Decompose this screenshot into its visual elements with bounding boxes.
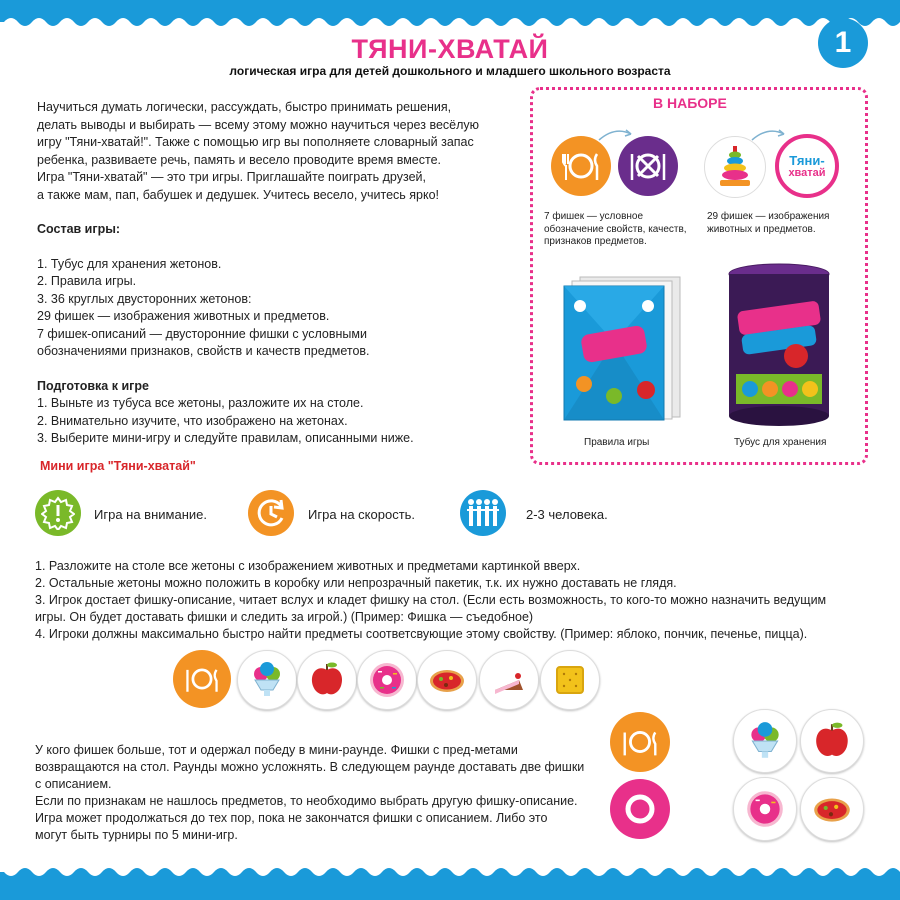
intro-line: делать выводы и выбирать — всему этому можно научиться через весёлую: [37, 117, 480, 132]
apple-token: [297, 650, 357, 710]
pizza-icon: [426, 659, 468, 701]
final-line: У кого фишек больше, тот и одержал победу в мини-раунде. Фишки с пред-метами: [35, 743, 518, 757]
plate-cutlery-icon: [182, 659, 222, 699]
players-badge-label: 2-3 человека.: [526, 507, 608, 522]
final-line: могут быть турниры по 5 мини-игр.: [35, 828, 238, 842]
desc-chips-caption: 7 фишек — условное обозначение свойств, качеств, признаков предметов.: [544, 211, 687, 247]
storage-tube-image: [724, 262, 834, 428]
tube-caption: Тубус для хранения: [734, 437, 827, 448]
logo-line2: хватай: [788, 166, 826, 179]
cake-token: [479, 650, 539, 710]
rule-line: 2. Остальные жетоны можно положить в коробку или непрозрачный пакетик, т.к. их нужно доставать не глядя.: [35, 576, 677, 590]
exclamation-icon: [41, 496, 75, 530]
plate-cutlery-icon: [619, 721, 661, 763]
pizza-icon: [810, 787, 854, 831]
people-group-icon: [465, 498, 501, 528]
cookie-token: [540, 650, 600, 710]
donut-token: [357, 650, 417, 710]
composition-item: 3. 36 круглых двусторонних жетонов:: [37, 291, 252, 306]
final-line: возвращаются на стол. Раунды можно усложнять. В следующем раунде доставать две фишки: [35, 760, 585, 774]
rule-line: 3. Игрок достает фишку-описание, читает вслух и кладет фишку на стол. (Если есть возможность, то кого-то можно назначить ведущим: [35, 593, 827, 607]
preparation-item: 1. Выньте из тубуса все жетоны, разложите их на столе.: [37, 396, 364, 410]
ice-cream-icon: [744, 720, 786, 762]
rule-line: игры. Он будет доставать фишки и следить за игрой.) (Пример: Фишка — съедобное): [35, 610, 534, 624]
edible-description-token-2: [610, 712, 670, 772]
donut-icon: [366, 659, 408, 701]
speed-badge-label: Игра на скорость.: [308, 507, 416, 522]
rules-booklet-image: [560, 272, 685, 422]
donut-icon: [743, 787, 787, 831]
arrow-icon: [748, 124, 788, 144]
rule-line: 4. Игроки должны максимально быстро найти предметы соответсвующие этому свойству. (Пример: яблоко, пончик, печенье, пицца).: [35, 627, 808, 641]
intro-line: Научиться думать логически, рассуждать, быстро принимать решения,: [37, 100, 452, 114]
ice-cream-token-2: [733, 709, 797, 773]
picture-chips-caption: 29 фишек — изображения животных и предметов.: [707, 211, 830, 235]
mini-game-rules: [35, 558, 865, 643]
kit-title: В НАБОРЕ: [653, 95, 727, 111]
cake-slice-icon: [489, 660, 529, 700]
intro-section: [37, 99, 522, 448]
attention-badge-label: Игра на внимание.: [94, 507, 207, 522]
clock-arrow-icon: [254, 496, 288, 530]
pizza-token: [417, 650, 477, 710]
mini-game-title: Мини игра "Тяни-хватай": [40, 459, 196, 473]
round-description-token: [610, 779, 670, 839]
page-title: ТЯНИ-ХВАТАЙ: [351, 34, 549, 64]
cookie-icon: [550, 660, 590, 700]
description-chip-purple: [618, 136, 678, 196]
plate-cutlery-icon: [559, 144, 603, 188]
composition-item: 29 фишек — изображения животных и предметов.: [37, 309, 330, 323]
stacking-pyramid-icon: [715, 144, 755, 190]
attention-badge: [35, 490, 81, 536]
preparation-item: 3. Выберите мини-игру и следуйте правилам, описанными ниже.: [37, 431, 414, 445]
logo-line1: Тяни-: [789, 152, 825, 168]
intro-line: ребенка, развиваете речь, память и весело проводите время вместе.: [37, 152, 442, 167]
players-badge: [460, 490, 506, 536]
final-paragraph: [35, 742, 613, 844]
final-line: с описанием.: [35, 777, 112, 791]
edible-description-token: [173, 650, 231, 708]
bottom-wave-border: [0, 858, 900, 900]
composition-item: обозначениями признаков, свойств и качеств предметов.: [37, 344, 370, 358]
final-line: Если по признакам не нашлось предметов, то необходимо выбрать другую фишку-описание.: [35, 794, 578, 808]
ice-cream-token: [237, 650, 297, 710]
speed-badge: [248, 490, 294, 536]
intro-line: Игра "Тяни-хватай" — это три игры. Приглашайте поиграть друзей,: [37, 170, 426, 184]
arrow-icon: [595, 124, 635, 144]
ring-icon: [620, 789, 660, 829]
pyramid-toy-chip: [704, 136, 766, 198]
final-line: Игра может продолжаться до тех пор, пока не закончатся фишки с описанием. Либо это: [35, 811, 548, 825]
intro-line: игру "Тяни-хватай!". Также с помощью игр вы пополняете словарный запас: [37, 135, 474, 149]
composition-item: 1. Тубус для хранения жетонов.: [37, 256, 222, 271]
crossed-plate-icon: [626, 144, 670, 188]
composition-item: 7 фишек-описаний — двусторонние фишки с условными: [37, 326, 367, 341]
composition-item: 2. Правила игры.: [37, 274, 137, 288]
apple-icon: [307, 660, 347, 700]
rule-line: 1. Разложите на столе все жетоны с изображением животных и предметами картинкой вверх.: [35, 559, 581, 573]
preparation-heading: Подготовка к игре: [37, 378, 149, 393]
donut-token-2: [733, 777, 797, 841]
page-subtitle: логическая игра для детей дошкольного и младшего школьного возраста: [229, 64, 671, 78]
rules-caption: Правила игры: [584, 437, 650, 448]
ice-cream-icon: [247, 660, 287, 700]
page-number-badge: 1: [818, 18, 868, 68]
pizza-token-2: [800, 777, 864, 841]
preparation-item: 2. Внимательно изучите, что изображено на жетонах.: [37, 413, 348, 428]
apple-icon: [811, 720, 853, 762]
intro-line: а также мам, пап, бабушек и дедушек. Учитесь весело, учитесь ярко!: [37, 187, 440, 202]
apple-token-2: [800, 709, 864, 773]
description-chip-orange: [551, 136, 611, 196]
composition-heading: Состав игры:: [37, 222, 121, 236]
